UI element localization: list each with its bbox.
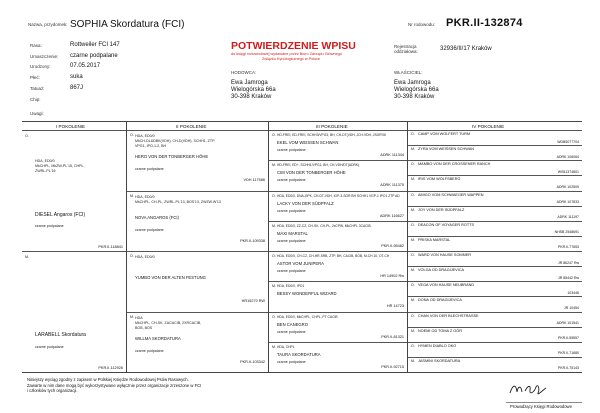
ancestor-name: CAMP VOM WOLFERT TURM	[418, 132, 471, 136]
ancestor-color: czarne podpalane	[277, 329, 306, 334]
ancestor-name: PRISKA MARSTAL	[418, 237, 451, 242]
sex-marker: M.	[411, 207, 415, 212]
titles: HDA, ED0/0	[135, 134, 155, 138]
ancestor-name: DEACON OF VOYAGER ROTTS	[418, 222, 475, 227]
ancestor-name: BEN CANEGRO	[277, 321, 308, 327]
registration-number: HR 14723	[386, 304, 404, 309]
sex-marker: O.	[411, 162, 415, 167]
titles: MkCHPL, MkZW-PL'15, CHPL,	[35, 164, 85, 168]
ancestor-name: ZYRA VOM WEISSEN SCHWAN	[418, 147, 474, 152]
registration-number: NHSB 2548691	[554, 230, 579, 235]
registration-number: VDH 117586	[243, 178, 265, 182]
name-label: Nazwa, przydomek:	[28, 22, 68, 27]
chip-label: Chip:	[30, 97, 41, 102]
titles: HDA, ED0/0, ZZ-CZ, CH-SK, CH-PL, 2xCPW, MkCHPL 3CACIB	[277, 223, 371, 228]
gen1-cell	[22, 130, 126, 251]
signature-line	[506, 402, 582, 403]
gen4-cell	[408, 266, 582, 281]
certificate-subtitle-1: do księgi rodowodowej wydawane przez Biuro Zarządu Głównego	[231, 52, 342, 56]
sex-marker: O.	[411, 132, 415, 136]
table-bottom-rule	[22, 372, 582, 373]
registration-number: PKR.II-109338	[240, 238, 265, 243]
footer-line-1: Niniejszy wyciąg zgodny z zapisem w Polskiej Księdze Rodowodowej Psów Rasowych.	[27, 377, 189, 382]
sex-marker: M.	[411, 298, 415, 303]
sex-marker: O.	[272, 193, 276, 198]
ancestor-color: czarne podpalane	[135, 227, 164, 232]
ancestor-name: CHAN VON DER BLECHSTRASSE	[418, 313, 479, 318]
ancestor-name: VOLGA OD DRAGIJEVICA	[418, 268, 464, 273]
gen4-cell	[408, 312, 582, 327]
sex-marker: M.	[272, 163, 276, 168]
footer-line-3: i członków tych organizacji.	[27, 388, 78, 394]
certificate-title: POTWIERDZENIE WPISU	[231, 40, 356, 52]
sex-label: Płeć:	[30, 75, 41, 80]
sex-marker: O.	[411, 222, 415, 227]
ancestor-color: czarne podpalane	[35, 224, 64, 228]
dog-name: SOPHIA Skordatura (FCI)	[70, 19, 185, 30]
registration-number: WDB5077704	[557, 139, 579, 144]
gen4-cell	[408, 130, 582, 145]
registration-number: JR 86247 Rw	[557, 260, 579, 265]
gen4-cell	[408, 175, 582, 190]
ancestor-name: HYMEN DIABLO OKO	[418, 343, 457, 348]
registration-number: PKR.II-95482	[381, 243, 404, 248]
owner-street: Wielogórska 66a	[394, 87, 439, 93]
titles: HD-FREI, ED+, SCHH1/VPG1, BH, CH-VDH/DT(ADRK)	[277, 163, 360, 168]
registration-number: ADRK 111197	[557, 215, 579, 220]
registration-number: JR 10454	[564, 305, 579, 310]
gen3-cell	[269, 281, 407, 311]
registration-number: HR15270 RW	[241, 299, 265, 303]
ancestor-name: WARD VON HAUSE SOMMER	[418, 253, 472, 257]
registration-label: Rejestracja oddziałowa:	[394, 44, 418, 54]
sex-marker: O.	[25, 134, 29, 138]
ancestor-color: czarne podpalane	[135, 167, 164, 171]
titles: HDA, ED0/0, IPO1	[277, 284, 305, 289]
sex-marker: O.	[130, 133, 134, 137]
registration-number: JR 85442 Rw	[557, 275, 579, 280]
gen1-cell	[22, 251, 126, 372]
sex-marker: M.	[411, 328, 415, 333]
gen4-cell	[408, 221, 582, 236]
gen3-cell	[269, 342, 407, 372]
breed-label: Rasa:	[30, 43, 42, 48]
sex-marker: M.	[411, 237, 415, 242]
ancestor-name: JOY VON DER SÜDPFALZ	[418, 207, 465, 212]
gen3-cell	[269, 251, 407, 281]
ancestor-name: YUMBO VON DER ALTEN FESTUNG	[135, 275, 206, 280]
registration-number: ADRK 111375	[380, 183, 404, 188]
gen4-cell	[408, 281, 582, 296]
titles: HDA, ED0/0, DNA-GPK, CH-DT-VDH, IGP-3-SGR BH SCHH1 VGP-1 IPO1 ZTP AD	[277, 193, 400, 198]
sex-marker: O.	[411, 283, 415, 288]
ancestor-name: WILLMA SKORDATURA	[135, 335, 181, 341]
sex-marker: M.	[411, 177, 415, 182]
gen4-cell	[408, 206, 582, 221]
registration-number: PKR.II-75143	[557, 366, 579, 371]
registration-number: HR 14902 Rw	[380, 274, 404, 278]
registration-number: ADRK 102509	[556, 184, 579, 189]
signature-image	[508, 381, 548, 397]
gen4-cell	[408, 357, 582, 372]
gen3-cell	[269, 221, 407, 251]
sex-marker: O.	[411, 192, 415, 197]
breeder-label: HODOWCA:	[231, 70, 257, 75]
generation-heading-2: II POKOLENIE	[176, 124, 207, 129]
sex-value: suka	[70, 74, 83, 80]
registration-number: PKR.II-103342	[240, 359, 265, 364]
ancestor-name: NOEMI OD TOMA Z GÓR	[418, 328, 462, 333]
sex-marker: M.	[25, 255, 29, 259]
footer-line-2: Zawarte w nim dane mogą być wykorzystywane wyłącznie przez organizacje zrzeszone w FCI	[27, 382, 202, 388]
gen4-cell	[408, 191, 582, 206]
breed-value: Rottweiler FCI 147	[70, 42, 120, 48]
ancestor-name: NOVA ANGAROS (FCI)	[135, 214, 179, 220]
tattoo-value: 867J	[70, 85, 84, 91]
gen2-cell	[127, 191, 268, 252]
titles: MkCHPL, CH-SK, ZACACIB, 2XRCACIB,	[135, 320, 202, 325]
owner-name: Ewa Jamroga	[394, 80, 431, 86]
registration-number: ADRK 101541	[556, 321, 579, 325]
gen4-cell	[408, 327, 582, 342]
remarks-label: Uwagi:	[30, 111, 44, 116]
registration-number: ADRK 107833	[556, 200, 579, 204]
ancestor-name: ASTOR VOM JUNIPERA	[277, 261, 324, 266]
ancestor-name: AMIGO VOM SCHWAEGER WAPPEN	[418, 192, 484, 197]
registration-value: 32936/II/17 Kraków	[440, 46, 492, 52]
registration-number: PKR.II-77653	[557, 245, 579, 250]
ancestor-color: czarne podpalane	[277, 359, 306, 364]
titles: HDA, ED0/0	[35, 159, 55, 163]
titles: HDA, ED0/0	[135, 194, 155, 199]
registration-number: ADRK 106064	[556, 154, 579, 159]
ancestor-color: czarne podpalane	[277, 148, 306, 152]
ancestor-name: HERO VON DER TONBERGER HÖHE	[135, 154, 209, 159]
gen3-cell	[269, 160, 407, 190]
sex-marker: O.	[272, 314, 276, 319]
ancestor-name: CIM VON DER TONBERGER HÖHE	[277, 170, 346, 176]
titles: BOB, BOS	[135, 325, 153, 330]
titles: HDA	[135, 315, 143, 320]
ancestor-name: IRIS VOM WOLFSBERG	[418, 177, 461, 182]
sex-marker: M.	[411, 358, 415, 363]
sex-marker: O.	[272, 133, 276, 137]
sex-marker: M.	[130, 314, 134, 319]
gen4-cell	[408, 296, 582, 311]
gen2-cell	[127, 130, 268, 191]
ancestor-name: BESSY WONDERFUL WIZARD	[277, 291, 337, 297]
gen3-cell	[269, 130, 407, 160]
generation-heading-1: I POKOLENIE	[56, 124, 86, 129]
certificate-subtitle-2: Związku Kynologicznego w Polsce	[262, 57, 321, 61]
table-top-rule	[22, 121, 582, 122]
ancestor-name: DONA OD DRAGIJEVICA	[418, 298, 462, 303]
signature-caption: Prowadzący Księgi Rodowodowe	[510, 404, 572, 409]
footer-note	[27, 377, 201, 394]
ancestor-name: EKEL VOM WEISSEN SCHWAN	[277, 140, 339, 145]
sex-marker: M.	[272, 344, 276, 349]
sex-marker: M.	[272, 223, 276, 228]
gen4-cell	[408, 160, 582, 175]
titles: HDA, ED0/0, CH-CZ, CH-HR-SRB, ZTP, BH, CACIB, BOB, M-CH 10, OT-CH	[277, 254, 390, 258]
gen4-cell	[408, 236, 582, 251]
gen3-cell	[269, 191, 407, 221]
color-value: czarne podpalane	[70, 53, 118, 59]
titles: HDA, CHPL	[277, 344, 295, 349]
breeder-name: Ewa Jamroga	[231, 80, 268, 86]
color-label: Umaszczenie:	[30, 54, 59, 59]
owner-label: WŁAŚCICIEL:	[394, 70, 423, 75]
born-label: Urodzony:	[30, 64, 51, 69]
gen4-cell	[408, 145, 582, 160]
gen2-cell	[127, 312, 268, 373]
titles: HD-FREI, ED-FREI, SCHH3/VPG3, BH, CH-DT(VDH, JCH-VDH, JSGR'06	[277, 133, 386, 137]
sex-marker: O.	[411, 343, 415, 348]
sex-marker: O.	[272, 254, 276, 258]
breeder-street: Wielogórska 66a	[231, 87, 276, 93]
gen2-cell	[127, 251, 268, 312]
ancestor-color: czarne podpalane	[35, 345, 64, 349]
ancestor-color: czarne podpalane	[277, 269, 306, 273]
sex-marker: M.	[272, 284, 276, 289]
ancestor-color: czarne podpalane	[277, 178, 306, 183]
ancestor-name: VEGA VON HAUSE NEUBRAND	[418, 283, 475, 288]
sex-marker: M.	[130, 193, 134, 198]
registration-number: PKR.II-71680	[557, 351, 579, 356]
titles: HDA, ED0/0	[135, 255, 155, 259]
registration-number: ADRK 116627	[380, 213, 404, 218]
ancestor-name: MAMBO VON DER CROSSENER RANCH	[418, 162, 491, 167]
gen4-cell	[408, 342, 582, 357]
sex-marker: M.	[411, 147, 415, 152]
sex-marker: O.	[411, 253, 415, 257]
sex-marker: O.	[130, 254, 134, 258]
born-value: 07.05.2017	[70, 63, 101, 69]
titles: MkCHPL, CH-PL, ZWRL-PL'13, BOS'13, ZWZW.W'13	[135, 199, 221, 204]
ancestor-color: czarne podpalane	[277, 238, 306, 243]
registration-number: 103446	[567, 290, 579, 295]
registration-number: PKR.II-81321	[381, 334, 404, 339]
generation-heading-3: III POKOLENIE	[316, 124, 348, 129]
gen4-cell	[408, 251, 582, 266]
registration-number: PKR.II-118841	[98, 245, 123, 249]
breeder-city: 30-398 Kraków	[231, 94, 272, 100]
titles: MkCH-DL&DBK(VDH), CH-D(VDH), SCHH1, ZTP,	[135, 139, 215, 143]
titles: ZWRL-PL'16	[35, 169, 56, 173]
titles: VPG1, IPO-1-2, BH	[135, 144, 167, 148]
ancestor-name: MAXI MARSTAL	[277, 230, 308, 236]
ancestor-name: LACKY VON DER SÜDPFALZ	[277, 200, 334, 206]
ancestor-name: DIESEL Angaros (FCI)	[35, 212, 86, 218]
generation-heading-4: IV POKOLENIE	[472, 124, 505, 129]
sex-marker: O.	[411, 313, 415, 318]
registration-number: PKR.II-55557	[557, 336, 579, 341]
pedigree-number-label: Nr rodowodu:	[408, 22, 436, 27]
ancestor-name: TAURA SKORDATURA	[277, 351, 321, 357]
owner-city: 30-398 Kraków	[394, 94, 435, 100]
registration-number: ADRK 111344	[380, 153, 404, 157]
registration-number: WS51374801	[557, 169, 579, 174]
registration-number: PKR.II-92715	[381, 364, 404, 369]
ancestor-color: czarne podpalane	[135, 348, 164, 353]
ancestor-name: LARABELL Skordatura	[35, 332, 86, 338]
tattoo-label: Tatuaż:	[30, 86, 45, 91]
pedigree-number: PKR.II-132874	[446, 17, 523, 29]
registration-number: PKR.II-112926	[98, 366, 123, 370]
ancestor-color: czarne podpalane	[277, 208, 306, 213]
gen3-cell	[269, 312, 407, 342]
sex-marker: M.	[411, 268, 415, 273]
titles: HDA, ED0/0, MkCHPL, CHPL, PT CACIB	[277, 314, 338, 319]
ancestor-name: JASMINI SKORDATURA	[418, 358, 461, 363]
